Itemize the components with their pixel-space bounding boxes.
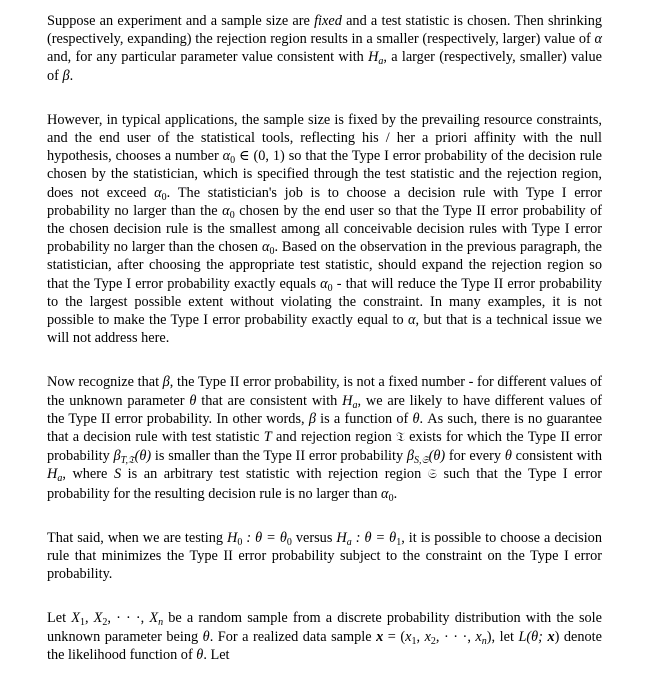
text: . For a realized data sample [209, 628, 377, 645]
text: . Let [203, 646, 230, 663]
text: be a random sample from a discrete probability distribution with the sole unknown parameter being [47, 610, 602, 645]
math-comma: , [435, 628, 445, 645]
text: is an arbitrary test statistic with rejection region [121, 466, 428, 483]
math-sub-0: 0 [161, 191, 167, 203]
paragraph-1 [47, 12, 602, 85]
math-alpha: α [381, 485, 389, 502]
math-X: X [93, 610, 103, 627]
math-alpha: α [222, 148, 231, 165]
math-sub-0: 0 [269, 246, 275, 258]
math-H: H [336, 529, 347, 546]
math-sub-0: 0 [327, 282, 333, 294]
math-X: X [149, 610, 159, 627]
paragraph-5 [47, 609, 602, 664]
text: - that will reduce the Type II error probability to the largest possible extent without violating the constraint. In many examples, it is not possible to make the Type I error probability exactly equal to [47, 275, 603, 329]
math-x: x [405, 628, 412, 645]
math-sub-1: 1 [79, 617, 85, 629]
math-sub-a: a [378, 56, 384, 68]
math-sub-a: a [57, 473, 63, 485]
math-sub-n: n [158, 617, 164, 629]
text: and rejection region [271, 429, 397, 446]
math-bold-x: x [376, 628, 384, 645]
math-sub-n: n [481, 635, 487, 647]
math-sub-1: 1 [396, 536, 402, 548]
math-alpha: α [408, 312, 416, 329]
text: for every [445, 448, 505, 465]
math-sub-S-frakS: S,𝔖 [414, 455, 429, 467]
math-S: S [113, 466, 122, 483]
text: is smaller than the Type II error probability [151, 448, 407, 465]
text: That said, when we are testing [47, 529, 228, 546]
math-alpha: α [222, 202, 230, 219]
math-sub-0: 0 [229, 209, 235, 221]
text: , where [62, 466, 114, 483]
math-sub-0: 0 [286, 536, 292, 548]
text: such that the Type I error probability for the resulting decision rule is no larger than [47, 466, 602, 502]
math-theta: θ [412, 410, 420, 427]
text: , the Type II error probability, is not a fixed number - for different values of the unknown parameter [47, 374, 602, 409]
text: consistent with [511, 448, 603, 465]
text: ) denote the likelihood function of [47, 628, 602, 663]
text: exists for which the Type II error probability [47, 429, 602, 465]
math-comma: , [84, 610, 94, 627]
math-frak-S: 𝔖 [427, 467, 437, 483]
math-beta: β [62, 67, 70, 84]
math-frak-T: 𝔗 [396, 430, 405, 446]
text: , it is possible to choose a decision rule that minimizes the Type II error probability subject to the constraint on the Type I error probability. [47, 529, 602, 583]
math-comma: , [416, 628, 425, 645]
text: Now recognize that [47, 374, 163, 391]
math-alpha: α [261, 239, 270, 256]
math-interval: ∈ (0, 1) [235, 148, 285, 165]
math-H: H [227, 529, 238, 546]
text: , a larger (respectively, smaller) value of [47, 49, 602, 84]
paragraph-2 [47, 111, 602, 348]
math-sub-0: 0 [237, 536, 243, 548]
text: Suppose an experiment and a sample size are [47, 13, 315, 29]
math-sub-T-frakT: T,𝔗 [120, 455, 135, 467]
math-sub-1: 1 [411, 635, 417, 647]
math-theta: θ [189, 392, 197, 409]
text: . Based on the observation in the previous paragraph, the statistician, after choosing the appropriate test statistic, should expand the rejection region so that the Type I error probability exactly equals [47, 239, 602, 292]
text: that are consistent with [196, 392, 343, 409]
text: and a test statistic is chosen. Then shrinking (respectively, expanding) the rejection region results in a smaller (respectively, larger) value of [47, 13, 602, 48]
math-dots: · · · [116, 610, 141, 627]
math-beta: β [162, 374, 170, 391]
emphasis-fixed: fixed [314, 13, 342, 29]
paragraph-3 [47, 373, 602, 502]
math-alpha: α [154, 184, 162, 201]
text: versus [291, 529, 337, 546]
math-theta: θ [504, 448, 512, 465]
math-x: x [424, 628, 431, 645]
math-X: X [71, 610, 80, 627]
math-beta: β [113, 448, 121, 465]
math-sub-2: 2 [430, 635, 436, 647]
math-beta: β [406, 448, 415, 465]
math-T: T [263, 429, 272, 446]
math-comma: , [467, 628, 476, 645]
text: and, for any particular parameter value consistent with [47, 49, 369, 66]
text: , but that is a technical issue we will not address here. [47, 312, 603, 347]
math-theta: θ [202, 628, 210, 645]
math-alpha: α [320, 275, 328, 292]
text: . [393, 485, 398, 502]
text: ), let [486, 628, 519, 645]
math-arg-theta: (θ) [428, 448, 446, 465]
math-comma: , [140, 610, 150, 627]
document-page [47, 12, 602, 664]
text: . The statistician's job is to choose a decision rule with Type I error probability no larger than the [47, 184, 602, 219]
math-H: H [368, 49, 379, 66]
text: , we are likely to have different values of the Type II error probability. In other words, [47, 392, 602, 427]
math-L: L [518, 628, 527, 645]
math-dots: · · · [444, 628, 468, 645]
text: However, in typical applications, the sample size is fixed by the prevailing resource constraints, and the end user of the statistical tools, reflecting his / her a priori affinity with the null hypothesis, chooses a number [47, 111, 602, 165]
math-sub-2: 2 [102, 617, 108, 629]
text: chosen by the end user so that the Type II error probability of the chosen decision rule is the smallest among all conceivable decision rules with Type I error probability no larger than the chosen [47, 202, 603, 256]
math-bold-x: x [547, 628, 555, 645]
math-beta: β [308, 410, 316, 427]
math-arg-theta: (θ) [134, 448, 152, 465]
math-sub-0: 0 [230, 155, 236, 167]
text: . As such, there is no guarantee that a decision rule with test statistic [47, 410, 603, 446]
paragraph-4 [47, 529, 602, 584]
math-L-arg: (θ; [526, 628, 548, 645]
math-equals: = ( [383, 628, 406, 645]
math-H: H [342, 392, 353, 409]
math-x: x [475, 628, 482, 645]
math-theta: θ [196, 646, 204, 663]
math-sub-0: 0 [388, 492, 394, 504]
math-H: H [47, 466, 58, 483]
text: is a function of [315, 410, 413, 427]
math-sub-a: a [346, 536, 352, 548]
text: Let [47, 610, 72, 627]
math-comma: , [107, 610, 117, 627]
math-null-equation: : θ = θ [242, 529, 287, 546]
math-sub-a: a [352, 399, 358, 411]
math-alpha: α [594, 31, 602, 48]
text: so that the Type I error probability of the decision rule chosen by the statistician, which is specified through the test statistic and the rejection region, does not exceed [47, 148, 602, 201]
math-alt-equation: : θ = θ [351, 529, 397, 546]
text: . [69, 67, 74, 84]
